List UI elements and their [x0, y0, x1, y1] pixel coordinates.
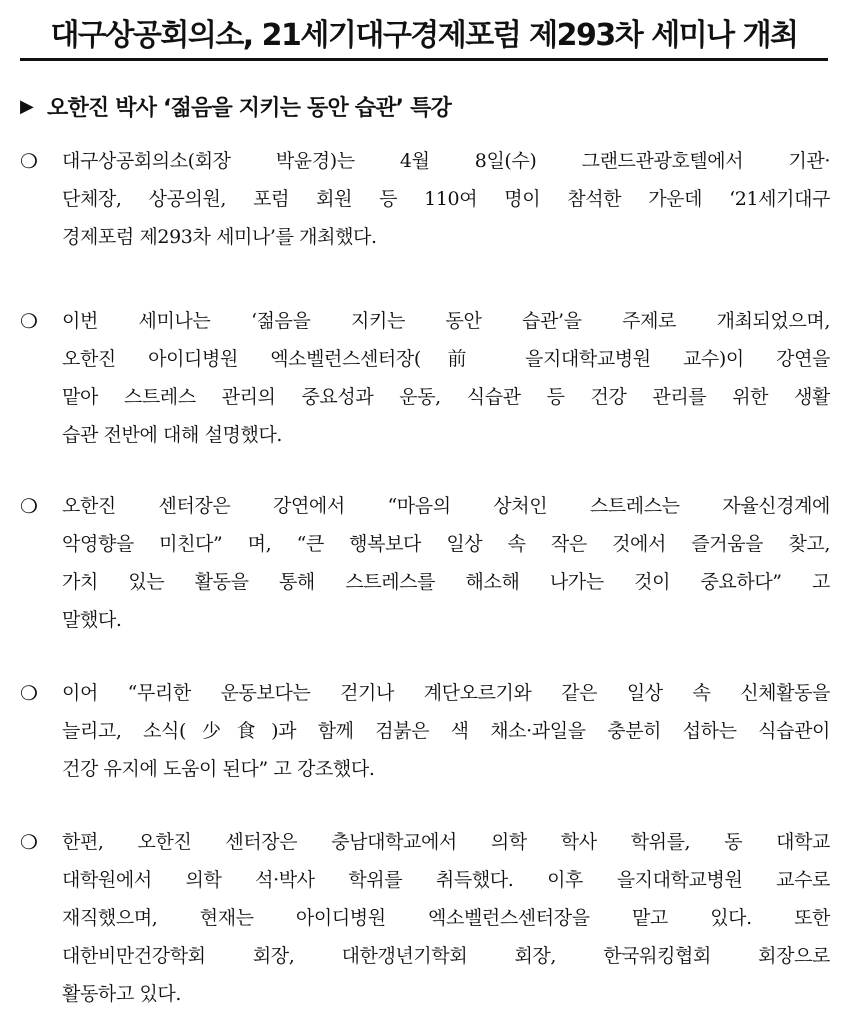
paragraph-1 — [20, 142, 830, 256]
paragraph-line — [20, 487, 830, 525]
bullet-circle-icon: ❍ — [20, 309, 38, 333]
paragraph-line — [20, 563, 830, 601]
subtitle-text: 오한진 박사 ‘젊음을 지키는 동안 습관’ 특강 — [47, 95, 452, 121]
line-text: 대구상공회의소(회장 박윤경)는 4월 8일(수) 그랜드관광호텔에서 기관· — [62, 150, 830, 172]
paragraph-line — [20, 674, 830, 712]
line-text: 이어 “무리한 운동보다는 걷기나 계단오르기와 같은 일상 속 신체활동을 — [62, 682, 830, 704]
paragraph-line — [20, 937, 830, 975]
paragraph-line — [20, 861, 830, 899]
bullet-circle-icon: ❍ — [20, 494, 38, 518]
paragraph-line — [20, 750, 830, 788]
line-text: 재직했으며, 현재는 아이디병원 엑소벨런스센터장을 맡고 있다. 또한 — [62, 907, 830, 929]
line-text: 말했다. — [62, 609, 122, 631]
paragraph-line — [20, 180, 830, 218]
line-text: 이번 세미나는 ‘젊음을 지키는 동안 습관’을 주제로 개최되었으며, — [62, 310, 830, 332]
line-text: 늘리고, 소식(少食)과 함께 검붉은 색 채소·과일을 충분히 섭하는 식습관이 — [62, 720, 830, 742]
paragraph-line — [20, 601, 830, 639]
paragraph-line — [20, 823, 830, 861]
bullet-circle-icon: ❍ — [20, 830, 38, 854]
line-text: 한편, 오한진 센터장은 충남대학교에서 의학 학사 학위를, 동 대학교 — [62, 831, 830, 853]
paragraph-line — [20, 302, 830, 340]
paragraph-line — [20, 416, 830, 454]
line-text: 오한진 센터장은 강연에서 “마음의 상처인 스트레스는 자율신경계에 — [62, 495, 830, 517]
subtitle — [20, 88, 451, 124]
paragraph-line — [20, 218, 830, 256]
paragraph-line — [20, 378, 830, 416]
paragraph-3 — [20, 487, 830, 639]
paragraph-line — [20, 899, 830, 937]
line-text: 건강 유지에 도움이 된다” 고 강조했다. — [62, 758, 375, 780]
paragraph-line — [20, 340, 830, 378]
line-text: 오한진 아이디병원 엑소벨런스센터장(前 을지대학교병원 교수)이 강연을 — [62, 348, 830, 370]
line-text: 대한비만건강학회 회장, 대한갱년기학회 회장, 한국워킹협회 회장으로 — [62, 945, 830, 967]
paragraph-2 — [20, 302, 830, 454]
paragraph-line — [20, 142, 830, 180]
line-text: 단체장, 상공의원, 포럼 회원 등 110여 명이 참석한 가운데 ‘21세기대구 — [62, 188, 830, 210]
bullet-circle-icon: ❍ — [20, 149, 38, 173]
paragraph-line — [20, 712, 830, 750]
line-text: 습관 전반에 대해 설명했다. — [62, 424, 283, 446]
line-text: 활동하고 있다. — [62, 983, 182, 1005]
bullet-circle-icon: ❍ — [20, 681, 38, 705]
line-text: 악영향을 미친다” 며, “큰 행복보다 일상 속 작은 것에서 즐거움을 찾고, — [62, 533, 830, 555]
paragraph-5 — [20, 823, 830, 1013]
line-text: 가치 있는 활동을 통해 스트레스를 해소해 나가는 것이 중요하다” 고 — [62, 571, 830, 593]
line-text: 맡아 스트레스 관리의 중요성과 운동, 식습관 등 건강 관리를 위한 생활 — [62, 386, 830, 408]
page-title: 대구상공회의소, 21세기대구경제포럼 제293차 세미나 개최 — [50, 18, 798, 53]
paragraph-line — [20, 975, 830, 1013]
title-bar — [20, 6, 828, 61]
paragraph-4 — [20, 674, 830, 788]
line-text: 경제포럼 제293차 세미나’를 개최했다. — [62, 226, 377, 248]
paragraph-line — [20, 525, 830, 563]
triangle-marker-icon: ▶ — [20, 95, 34, 117]
line-text: 대학원에서 의학 석·박사 학위를 취득했다. 이후 을지대학교병원 교수로 — [62, 869, 830, 891]
